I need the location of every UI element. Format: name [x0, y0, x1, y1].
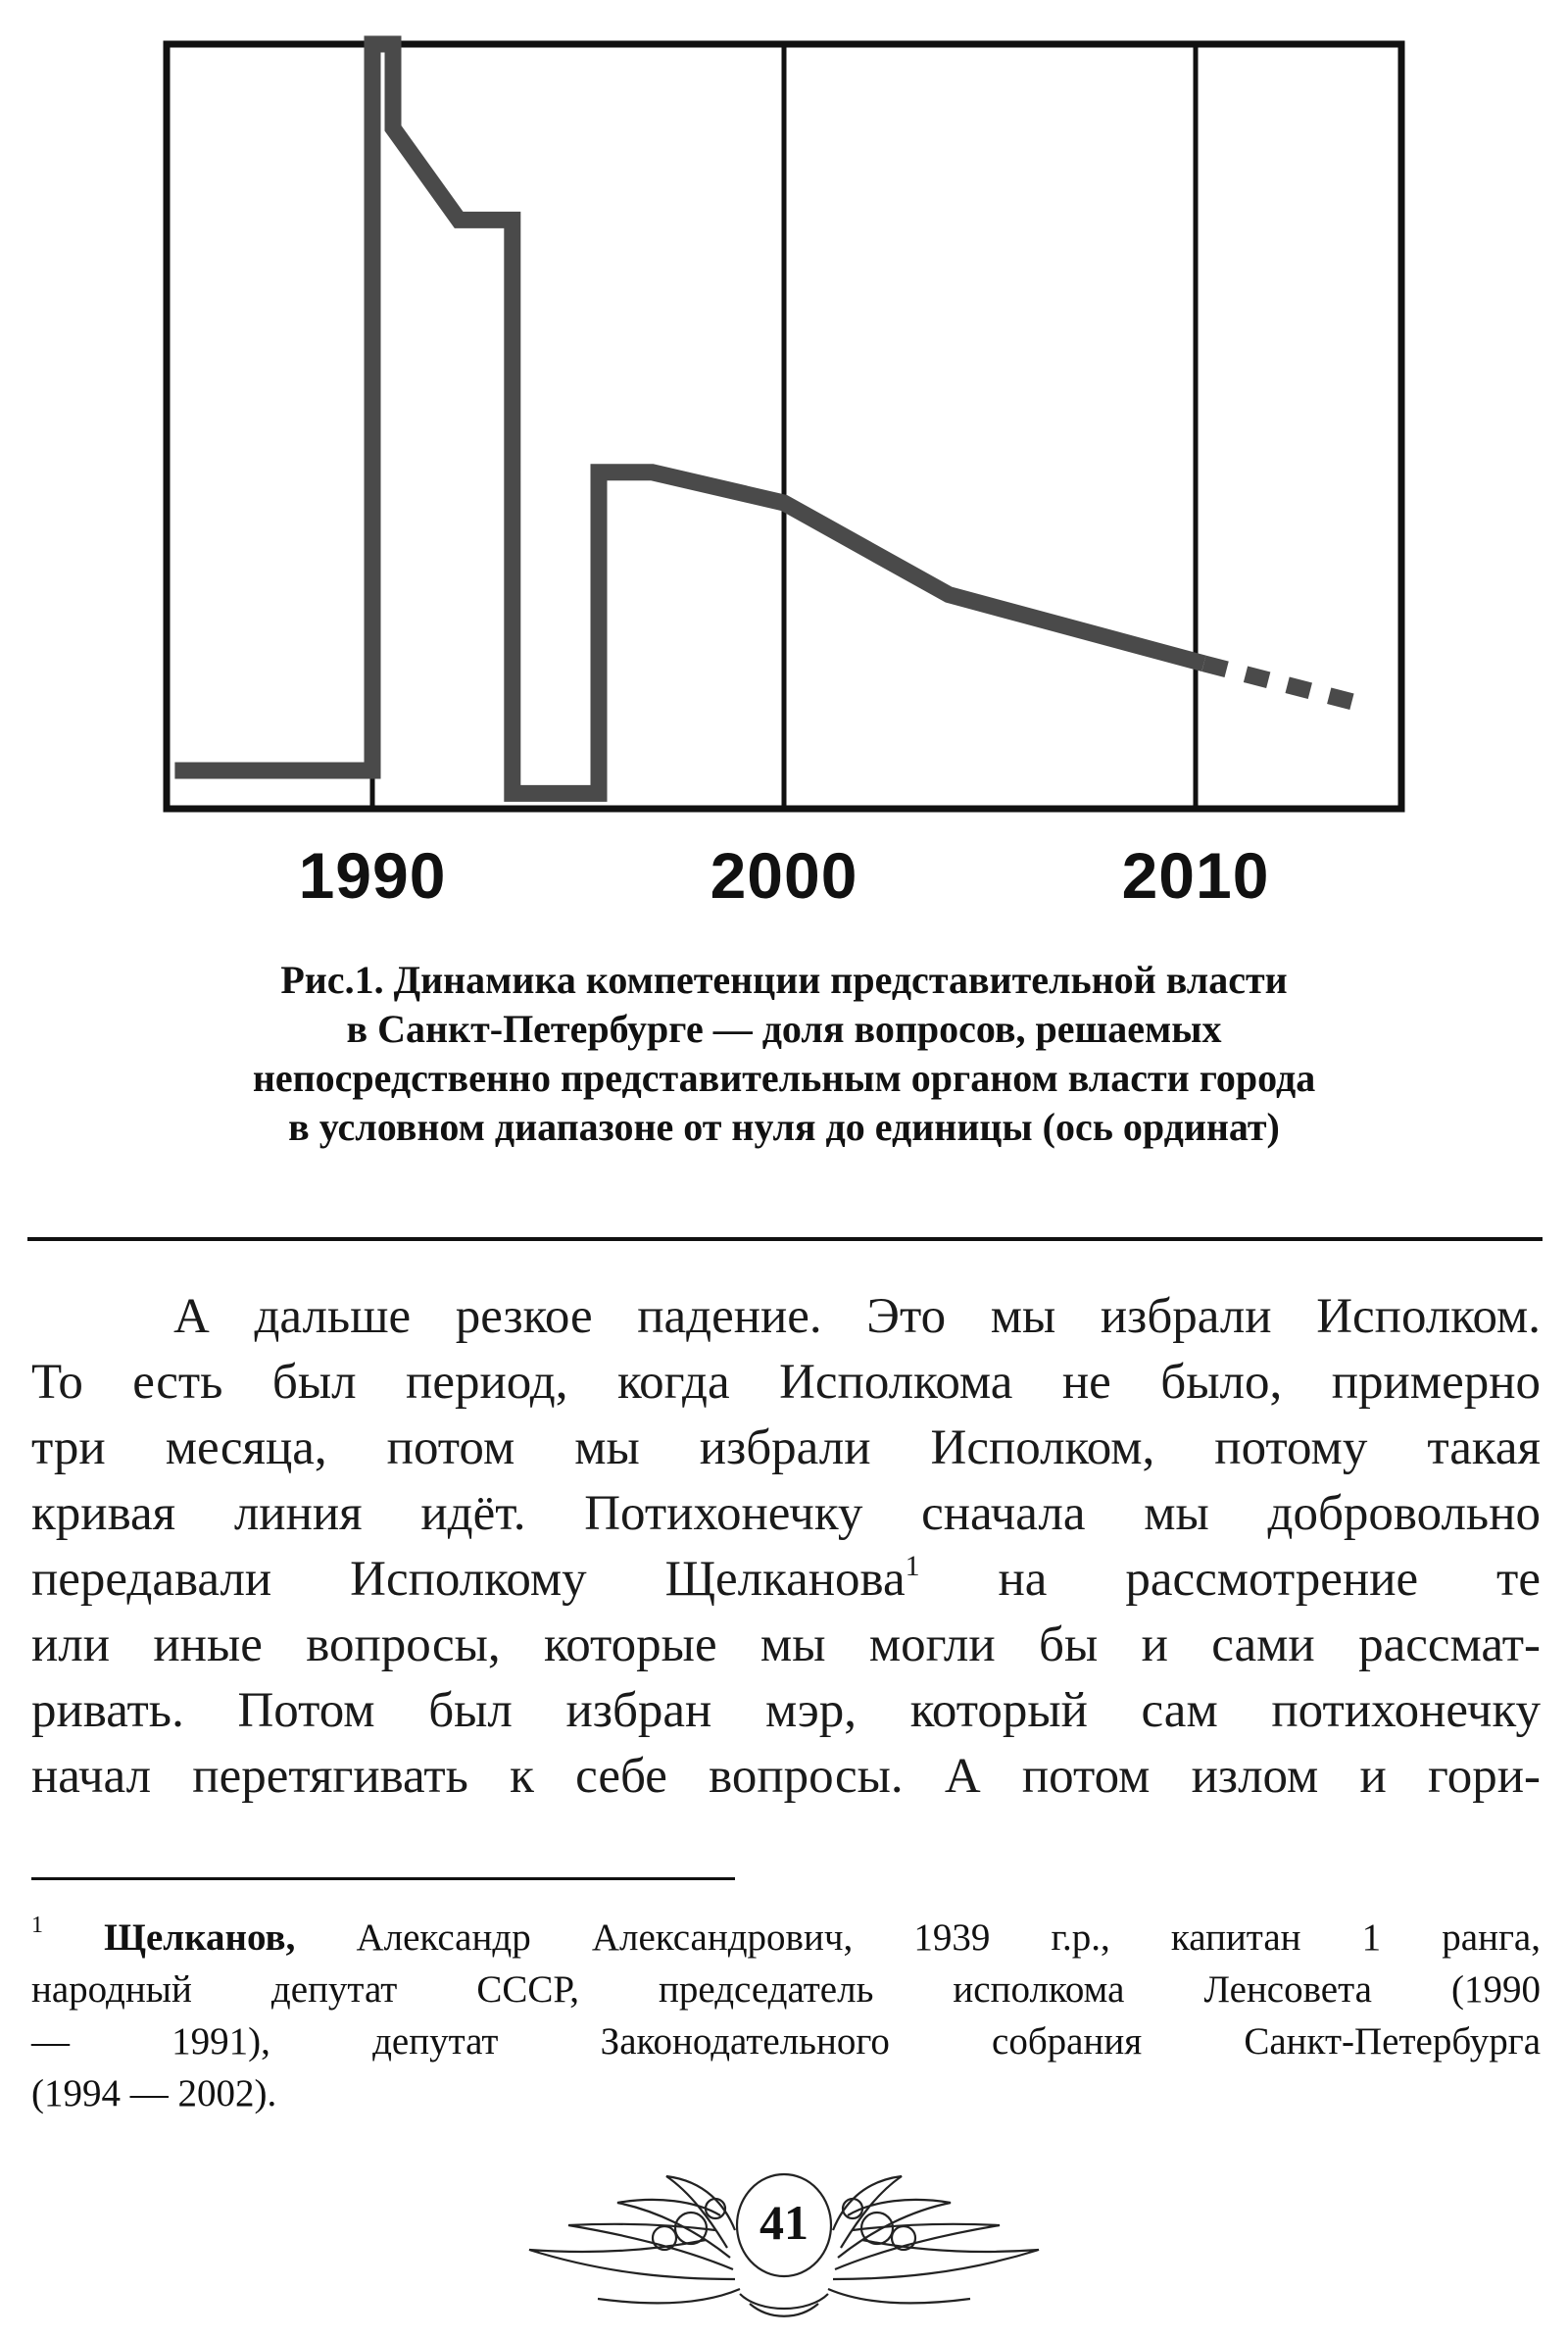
body-line: То есть был период, когда Исполкома не было, примерно: [31, 1355, 1541, 1410]
x-tick-label-2000: 2000: [710, 839, 858, 912]
page-number: 41: [760, 2195, 808, 2250]
caption-divider: [27, 1237, 1543, 1241]
footnote-line: — 1991), депутат Законодательного собрания Санкт-Петербурга: [31, 2020, 1541, 2063]
footnote-person-name: Щелканов,: [104, 1916, 296, 1959]
footnote-text: Александр Александрович, 1939 г.р., капитан 1 ранга,: [356, 1916, 1541, 1959]
body-paragraph: [31, 1284, 1541, 1810]
gridlines: [372, 44, 1196, 809]
x-tick-label-2010: 2010: [1121, 839, 1270, 912]
footnote-line: [31, 1912, 1541, 1964]
caption-line: непосредственно представительным органом власти города: [252, 1056, 1316, 1100]
body-line: А дальше резкое падение. Это мы избрали Исполком.: [173, 1289, 1541, 1344]
body-line: начал перетягивать к себе вопросы. А потом излом и гори-: [31, 1749, 1541, 1804]
figure-caption: [59, 956, 1509, 1152]
caption-line: Рис.1. Динамика компетенции представительной власти: [280, 958, 1288, 1002]
x-tick-label-1990: 1990: [298, 839, 447, 912]
footnote: [31, 1912, 1541, 2119]
chart: [0, 0, 1568, 941]
footnote-divider: [31, 1877, 735, 1880]
caption-line: в Санкт-Петербурге — доля вопросов, решаемых: [346, 1007, 1222, 1051]
series-layer: [174, 44, 1351, 793]
body-line: три месяца, потом мы избрали Исполком, потому такая: [31, 1420, 1541, 1475]
series-line: [174, 44, 1203, 793]
footnote-marker: 1: [31, 1913, 43, 1938]
body-text-segment: на рассмотрение те: [998, 1552, 1541, 1607]
caption-line: в условном диапазоне от нуля до единицы (ось ординат): [288, 1105, 1280, 1149]
body-text-segment: передавали Исполкому Щелканова: [31, 1552, 906, 1607]
series-line-extrapolation: [1203, 664, 1351, 702]
footnote-line: (1994 — 2002).: [31, 2072, 277, 2114]
body-line: кривая линия идёт. Потихонечку сначала мы добровольно: [31, 1486, 1541, 1541]
body-line: или иные вопросы, которые мы могли бы и сами рассмат-: [31, 1617, 1541, 1672]
footnote-reference[interactable]: 1: [905, 1550, 920, 1582]
footnote-line: народный депутат СССР, председатель исполкома Ленсовета (1990: [31, 1968, 1541, 2011]
body-line: ривать. Потом был избран мэр, который сам потихонечку: [31, 1683, 1541, 1738]
body-line-with-footnote: [31, 1547, 1541, 1613]
